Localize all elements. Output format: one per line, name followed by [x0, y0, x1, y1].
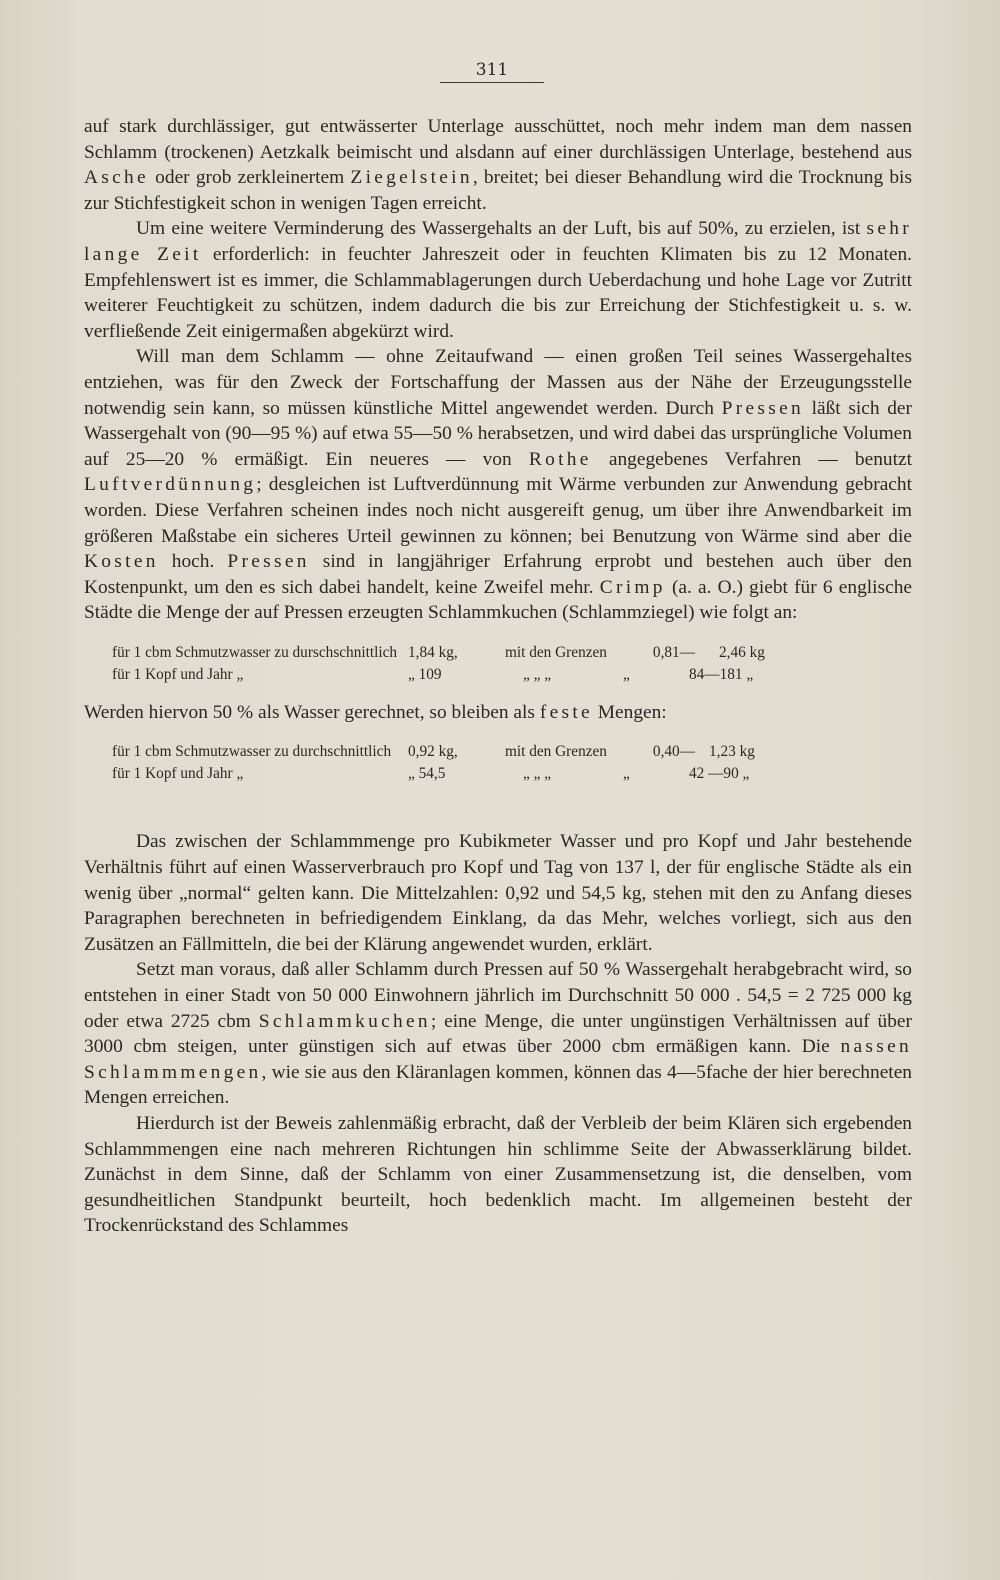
table-cell: „ „ „ [523, 765, 552, 783]
text-run: Mengen: [592, 701, 667, 723]
table-cell: 1,84 kg, [408, 643, 458, 661]
table-cell: 84—181 „ [689, 665, 754, 683]
text-run: sind in langjähriger Erfahrung erprobt und bestehen auch über den Kostenpunkt, um den es sich dabei handelt, keine Zweifel mehr. [84, 551, 912, 598]
spaced-term: Asche [84, 167, 149, 189]
sludge-table-2 [112, 741, 912, 785]
text-run: , wie sie aus den Kläranlagen kommen, können das 4—5fache der hier berechneten Mengen erreichen. [84, 1061, 912, 1109]
spaced-term: Crimp [599, 576, 666, 598]
section-gap [84, 799, 912, 829]
spaced-term: Ziegelstein [350, 167, 473, 189]
spaced-term: Kosten [84, 551, 159, 573]
text-run: auf stark durchlässiger, gut entwässerter Unterlage ausschüttet, noch mehr indem man dem nassen Schlamm (trockenen) Aetzkalk beimischt und alsdann auf einer durchlässigen Unterlage, bestehend aus [84, 116, 912, 163]
table-cell: 0,81— [652, 643, 695, 661]
table-cell: 0,92 kg, [408, 743, 458, 761]
text-run: , breitet; bei dieser Behandlung wird die Trocknung bis zur Stichfestigkeit schon in wenigen Tagen erreicht. [84, 167, 912, 214]
spaced-term: Luftverdünnung [84, 474, 257, 496]
text-run: ; desgleichen ist Luftverdünnung mit Wärme verbunden zur Anwendung gebracht worden. Diese Verfahren scheinen indes noch nicht ausgereift genug, um über ihre Anwendbarkeit im größeren Maßstabe ein sicheres Urteil gewinnen zu können; bei Benutzung von Wärme sind aber die [84, 474, 912, 547]
table-cell: „ 109 [408, 665, 442, 683]
table-cell: für 1 cbm Schmutzwasser zu durchschnittlich [112, 743, 392, 761]
table-cell: für 1 Kopf und Jahr „ [112, 765, 244, 783]
paragraph-5: Das zwischen der Schlammmenge pro Kubikmeter Wasser und pro Kopf und Jahr bestehende Verhältnis führt auf einen Wasserverbrauch pro Kopf und Tag von 137 l, der für englische Städte als ein wenig über „normal“ gelten kann. Die Mittelzahlen: 0,92 und 54,5 kg, stehen mit den zu Anfang dieses Paragraphen berechneten in befriedigendem Einklang, da das Mehr, welches vorliegt, sich aus den Zusätzen an Fällmitteln, die bei der Klärung angewendet wurden, erklärt. [84, 831, 912, 955]
text-run: Werden hiervon 50 % als Wasser gerechnet, so bleiben als [84, 701, 540, 723]
table-row [112, 763, 912, 785]
text-run: Um eine weitere Verminderung des Wassergehalts an der Luft, bis auf 50%, zu erzielen, ist [136, 218, 867, 240]
table-cell: mit den Grenzen [505, 743, 607, 761]
text-run: ; eine Menge, die unter ungünstigen Verhältnissen auf über 3000 cbm steigen, unter günstigen sich auf etwas über 2000 cbm ermäßigen kann. Die [84, 1010, 912, 1058]
text-run: (a. a. O.) giebt für 6 englische Städte die Menge der auf Pressen erzeugten Schlammkuchen (Schlammziegel) wie folgt an: [84, 576, 912, 624]
spaced-term: Pressen [721, 397, 804, 419]
table-cell: 2,46 kg [719, 643, 765, 661]
table-row [112, 642, 912, 664]
paragraph-4 [84, 700, 912, 726]
paragraph-3 [84, 344, 912, 626]
paragraph-2 [84, 216, 912, 344]
text-run: erforderlich: in feuchter Jahreszeit oder in feuchten Klimaten bis zu 12 Monaten. Empfehlenswert ist es immer, die Schlammablagerungen durch Ueberdachung und hohe Lage vor Zutritt weiterer Feuchtigkeit zu schützen, indem dadurch die bis zur Erreichung der Stichfestigkeit u. s. w. verfließende Zeit einigermaßen abgekürzt wird. [84, 243, 912, 342]
table-cell: „ [623, 765, 630, 783]
table-row [112, 664, 912, 686]
table-cell: 42 —90 „ [689, 765, 750, 783]
table-row [112, 741, 912, 763]
text-run: läßt sich der Wassergehalt von (90—95 %) auf etwa 55—50 % herabsetzen, und wird dabei das ursprüngliche Volumen auf 25—20 % ermäßigt. Ein neueres — von [84, 397, 912, 470]
table-cell: für 1 Kopf und Jahr „ [112, 665, 244, 683]
table-cell: 0,40— [652, 743, 695, 761]
paragraph-1 [84, 114, 912, 216]
spaced-term: sehr lange Zeit [84, 218, 912, 265]
table-cell: mit den Grenzen [505, 643, 607, 661]
spaced-term: Pressen [227, 551, 310, 573]
table-cell: „ 54,5 [408, 765, 446, 783]
text-run: hoch. [158, 551, 228, 573]
spaced-term: nassen Schlammmengen [84, 1036, 912, 1083]
table-cell: für 1 cbm Schmutzwasser zu durschschnittlich [112, 643, 398, 661]
page-body [84, 114, 912, 1239]
spaced-term: Rothe [528, 448, 592, 470]
paragraph-6 [84, 957, 912, 1111]
page-number: 311 [440, 60, 544, 83]
table-cell: „ [623, 665, 630, 683]
spaced-term: feste [539, 701, 593, 723]
text-run: angegebenes Verfahren — benutzt [591, 448, 912, 470]
paragraph-7: Hierdurch ist der Beweis zahlenmäßig erbracht, daß der Verbleib der beim Klären sich ergebenden Schlammmengen eine nach mehreren Richtungen hin schlimme Seite der Abwasserklärung bildet. Zunächst in dem Sinne, daß der Schlamm von einer Zusammensetzung ist, die denselben, vom gesundheitlichen Standpunkt beurteilt, hoch bedenklich macht. Im allgemeinen besteht der Trockenrückstand des Schlammes [84, 1113, 912, 1237]
text-run: Setzt man voraus, daß aller Schlamm durch Pressen auf 50 % Wassergehalt herabgebracht wird, so entstehen in einer Stadt von 50 000 Einwohnern jährlich im Durchschnitt 50 000 . 54,5 = 2 725 000 kg oder etwa 2725 cbm [84, 959, 912, 1032]
sludge-table-1 [112, 642, 912, 686]
spaced-term: Schlammkuchen [258, 1010, 431, 1032]
text-run: Will man dem Schlamm — ohne Zeitaufwand — einen großen Teil seines Wassergehaltes entziehen, was für den Zweck der Fortschaffung der Massen aus der Nähe der Erzeugungsstelle notwendig sein kann, so müssen künstliche Mittel angewendet werden. Durch [84, 346, 912, 419]
text-run: oder grob zerkleinertem [148, 167, 351, 189]
table-cell: 1,23 kg [709, 743, 755, 761]
table-cell: „ „ „ [523, 665, 552, 683]
